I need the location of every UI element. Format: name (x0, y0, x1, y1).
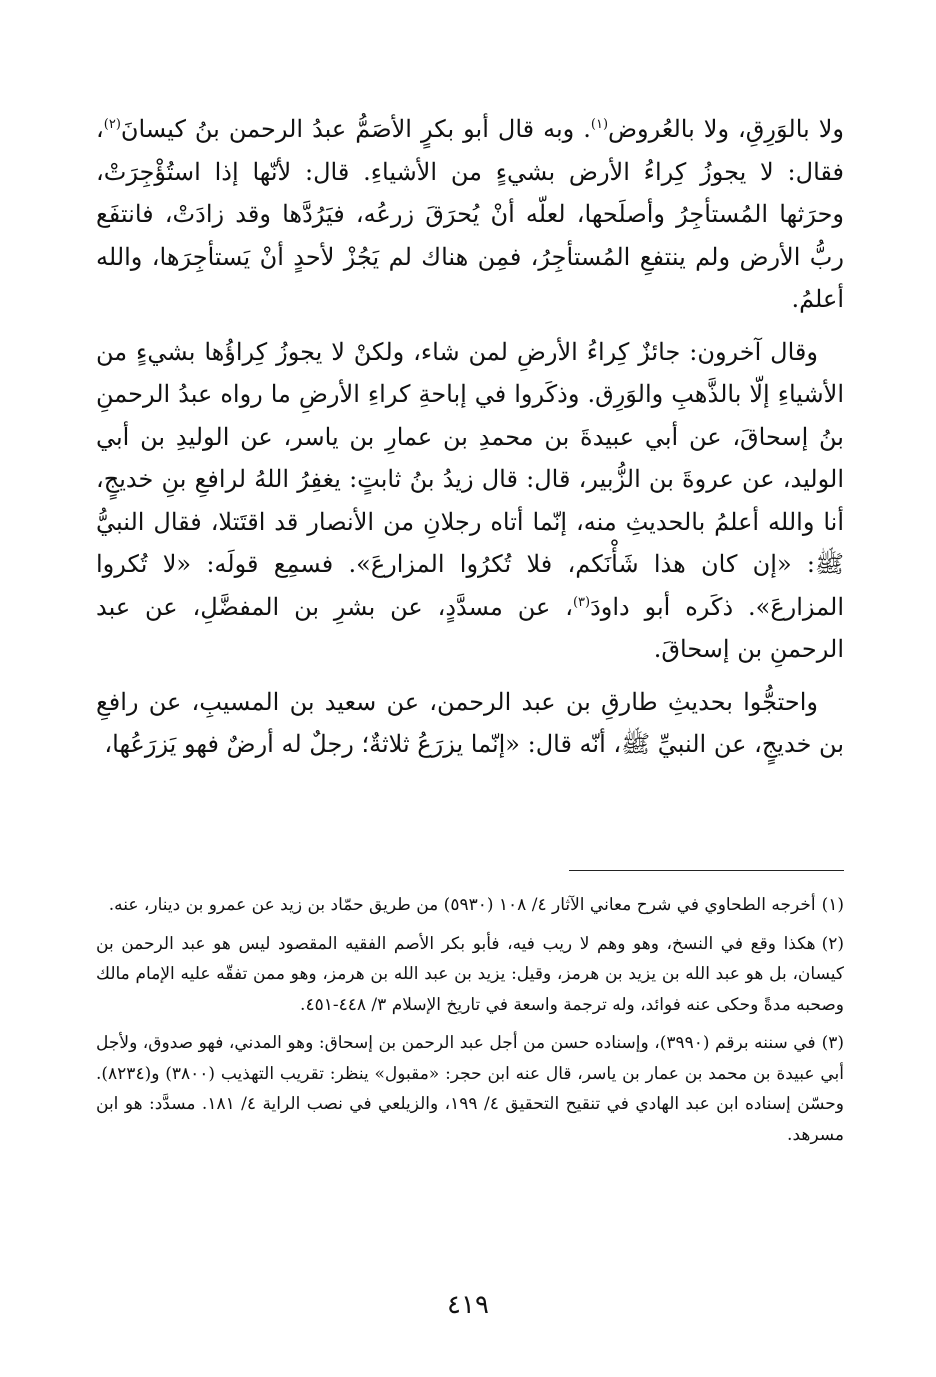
footnote-number: (٢) (821, 933, 844, 954)
paragraph-1-text-c: ، فقال: لا يجوزُ كِراءُ الأرض بشيءٍ من الأشياءِ. قال: لأنّها إذا استُؤْجِرَتْ، وحرَثها المُستأجِرُ وأصلَحها، لعلّه أنْ يُحرَقَ زرعُه، فيَرُدَّها وقد زادَتْ، فانتفَع ربُّ الأرض ولم ينتفعِ المُستأجِرُ، فمِن هناك لم يَجُزْ لأحدٍ أنْ يَستأجِرَها، والله أعلمُ. (96, 115, 844, 313)
paragraph-1-text-a: ولا بالوَرِقِ، ولا بالعُروض (608, 115, 844, 143)
document-page (96, 108, 845, 1145)
footnote-text: أخرجه الطحاوي في شرح معاني الآثار ٤/ ١٠٨ (٥٩٣٠) من طريق حمّاد بن زيد عن عمرو بن دينار، عنه. (108, 895, 816, 915)
paragraph-2 (96, 331, 844, 671)
paragraph-1-text-b: . وبه قال أبو بكرٍ الأصَمُّ عبدُ الرحمن بنُ كيسانَ (120, 115, 591, 143)
footnote-divider (569, 870, 844, 871)
footnote-3 (96, 1028, 844, 1150)
footnote-ref-3[interactable]: (٣) (572, 594, 591, 610)
footnote-text: في سننه برقم (٣٩٩٠)، وإسناده حسن من أجل عبد الرحمن بن إسحاق: وهو المدني، فهو صدوق، ولأجل أبي عبيدة بن محمد بن عمار بن ياسر، قال عنه ابن حجر: «مقبول» ينظر: تقريب التهذيب (٣٨٠٠) و(٨٢٣٤). وحسّن إسناده ابن عبد الهادي في تنقيح التحقيق ٤/ ١٩٩، والزيلعي في نصب الراية ٤/ ١٨١. مسدَّد: هو ابن مسرهد. (96, 1033, 844, 1145)
page-number: ٤١٩ (447, 1290, 489, 1320)
footnote-ref-2[interactable]: (٢) (103, 117, 121, 132)
footnotes-section (96, 890, 844, 1158)
paragraph-3-text: واحتجُّوا بحديثِ طارقِ بن عبد الرحمن، عن سعيد بن المسيبِ، عن رافعِ بن خديجٍ، عن النبيِّ ﷺ، أنّه قال: «إنّما يزرَعُ ثلاثةٌ؛ رجلٌ له أرضٌ فهو يَزرَعُها، (96, 687, 844, 758)
footnote-text: هكذا وقع في النسخ، وهو وهم لا ريب فيه، فأبو بكر الأصم الفقيه المقصود ليس هو عبد الرحمن بن كيسان، بل هو عبد الله بن يزيد بن هرمز، وقيل: يزيد بن عبد الله بن هرمز، وهو ممن تفقّه عليه الإمام مالك وصحبه مدةً وحكى عنه فوائد، وله ترجمة واسعة في تاريخ الإسلام ٣/ ٤٤٨-٤٥١. (96, 933, 844, 1015)
footnote-2 (96, 929, 844, 1021)
main-text-body (96, 108, 844, 766)
paragraph-2-text-b: ، عن مسدَّدٍ، عن بشرِ بن المفضَّلِ، عن عبد الرحمنِ بن إسحاقَ. (96, 592, 844, 663)
paragraph-3 (96, 681, 844, 766)
paragraph-2-text-a: وقال آخرون: جائزٌ كِراءُ الأرضِ لمن شاء، ولكنْ لا يجوزُ كِراؤُها بشيءٍ من الأشياءِ إلّا بالذَّهبِ والوَرِق. وذكَروا في إباحةِ كراءِ الأرضِ ما رواه عبدُ الرحمنِ بنُ إسحاقَ، عن أبي عبيدةَ بن محمدِ بن عمارِ بن ياسر، عن الوليدِ بن أبي الوليد، عن عروةَ بن الزُّبير، قال: قال زيدُ بنُ ثابتٍ: يغفِرُ اللهُ لرافعِ بنِ خديجٍ، أنا والله أعلمُ بالحديثِ منه، إنّما أتاه رجلانِ من الأنصار قد اقتَتلا، فقال النبيُّ ﷺ: «إن كان هذا شَأْنَكم، فلا تُكرُوا المزارعَ». فسمِع قولَه: «لا تُكروا المزارعَ». ذكَره أبو داودَ (96, 337, 845, 621)
footnote-ref-1[interactable]: (١) (590, 117, 609, 132)
footnote-1 (96, 890, 844, 921)
footnote-number: (١) (821, 895, 844, 915)
paragraph-1 (96, 108, 844, 321)
footnote-number: (٣) (821, 1033, 844, 1053)
